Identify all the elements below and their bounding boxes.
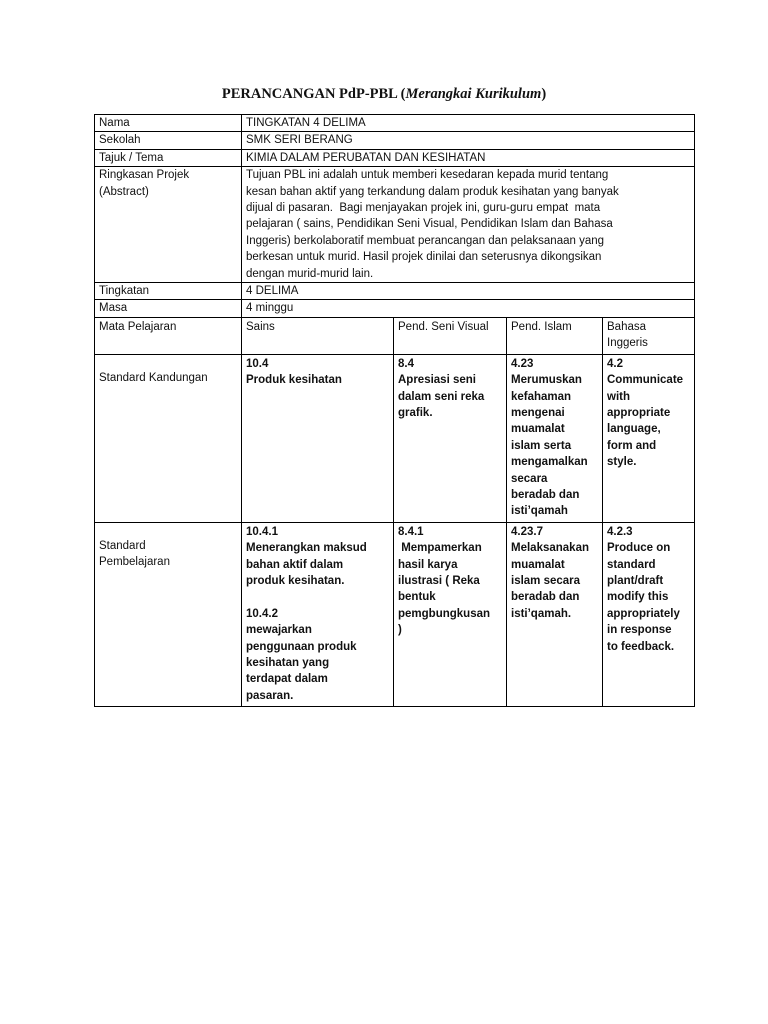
row-subjects [95, 317, 695, 354]
label-standard-pembelajaran: Standard Pembelajaran [95, 522, 242, 706]
row-sekolah [95, 132, 695, 149]
subject-bi: Bahasa Inggeris [603, 317, 695, 354]
subject-psv: Pend. Seni Visual [394, 317, 507, 354]
row-standard-kandungan [95, 354, 695, 522]
value-tajuk: KIMIA DALAM PERUBATAN DAN KESIHATAN [242, 149, 695, 166]
row-nama [95, 115, 695, 132]
abstract-line: dijual di pasaran. Bagi menjayakan projek ini, guru-guru empat mata [246, 202, 601, 215]
row-standard-pembelajaran [95, 522, 695, 706]
abstract-line: Tujuan PBL ini adalah untuk memberi kesedaran kepada murid tentang [246, 169, 609, 182]
abstract-line: kesan bahan aktif yang terkandung dalam produk kesihatan yang banyak [246, 185, 619, 198]
abstract-line: Inggeris) berkolaboratif membuat perancangan dan pelaksanaan yang [246, 234, 605, 247]
label-masa: Masa [95, 300, 242, 317]
page-title: PERANCANGAN PdP-PBL (Merangkai Kurikulum) [221, 86, 547, 102]
subject-sains: Sains [242, 317, 394, 354]
sp-sains: 10.4.1 Menerangkan maksud bahan aktif dalam produk kesihatan. 10.4.2 mewajarkan penggunaan produk kesihatan yang terdapat dalam pasaran. [242, 522, 394, 706]
abstract-line: pelajaran ( sains, Pendidikan Seni Visual, Pendidikan Islam dan Bahasa [246, 218, 613, 231]
label-sekolah: Sekolah [95, 132, 242, 149]
row-tingkatan [95, 283, 695, 300]
row-masa [95, 300, 695, 317]
sk-psv: 8.4 Apresiasi seni dalam seni reka grafik. [394, 354, 507, 522]
value-nama: TINGKATAN 4 DELIMA [242, 115, 695, 132]
label-tingkatan: Tingkatan [95, 283, 242, 300]
label-mata-pelajaran: Mata Pelajaran [95, 317, 242, 354]
value-tingkatan: 4 DELIMA [242, 283, 695, 300]
label-ringkasan: Ringkasan Projek (Abstract) [95, 167, 242, 283]
row-ringkasan [95, 167, 695, 283]
label-tajuk: Tajuk / Tema [95, 149, 242, 166]
abstract-line: berkesan untuk murid. Hasil projek dinilai dan seterusnya dikongsikan [246, 251, 602, 264]
label-standard-kandungan: Standard Kandungan [95, 354, 242, 522]
row-tajuk [95, 149, 695, 166]
sp-pi: 4.23.7 Melaksanakan muamalat islam secara beradab dan isti’qamah. [507, 522, 603, 706]
sk-pi: 4.23 Merumuskan kefahaman mengenai muamalat islam serta mengamalkan secara beradab dan isti’qamah [507, 354, 603, 522]
sp-bi: 4.2.3 Produce on standard plant/draft modify this appropriately in response to feedback. [603, 522, 695, 706]
sk-sains: 10.4 Produk kesihatan [242, 354, 394, 522]
value-sekolah: SMK SERI BERANG [242, 132, 695, 149]
sp-psv: 8.4.1 Mempamerkan hasil karya ilustrasi ( Reka bentuk pemgbungkusan ) [394, 522, 507, 706]
sk-bi: 4.2 Communicate with appropriate language, form and style. [603, 354, 695, 522]
title-italic: Merangkai Kurikulum [405, 86, 542, 102]
subject-pi: Pend. Islam [507, 317, 603, 354]
label-nama: Nama [95, 115, 242, 132]
value-ringkasan [242, 167, 695, 283]
value-masa: 4 minggu [242, 300, 695, 317]
plan-table [94, 114, 695, 707]
abstract-line: dengan murid-murid lain. [246, 267, 374, 280]
